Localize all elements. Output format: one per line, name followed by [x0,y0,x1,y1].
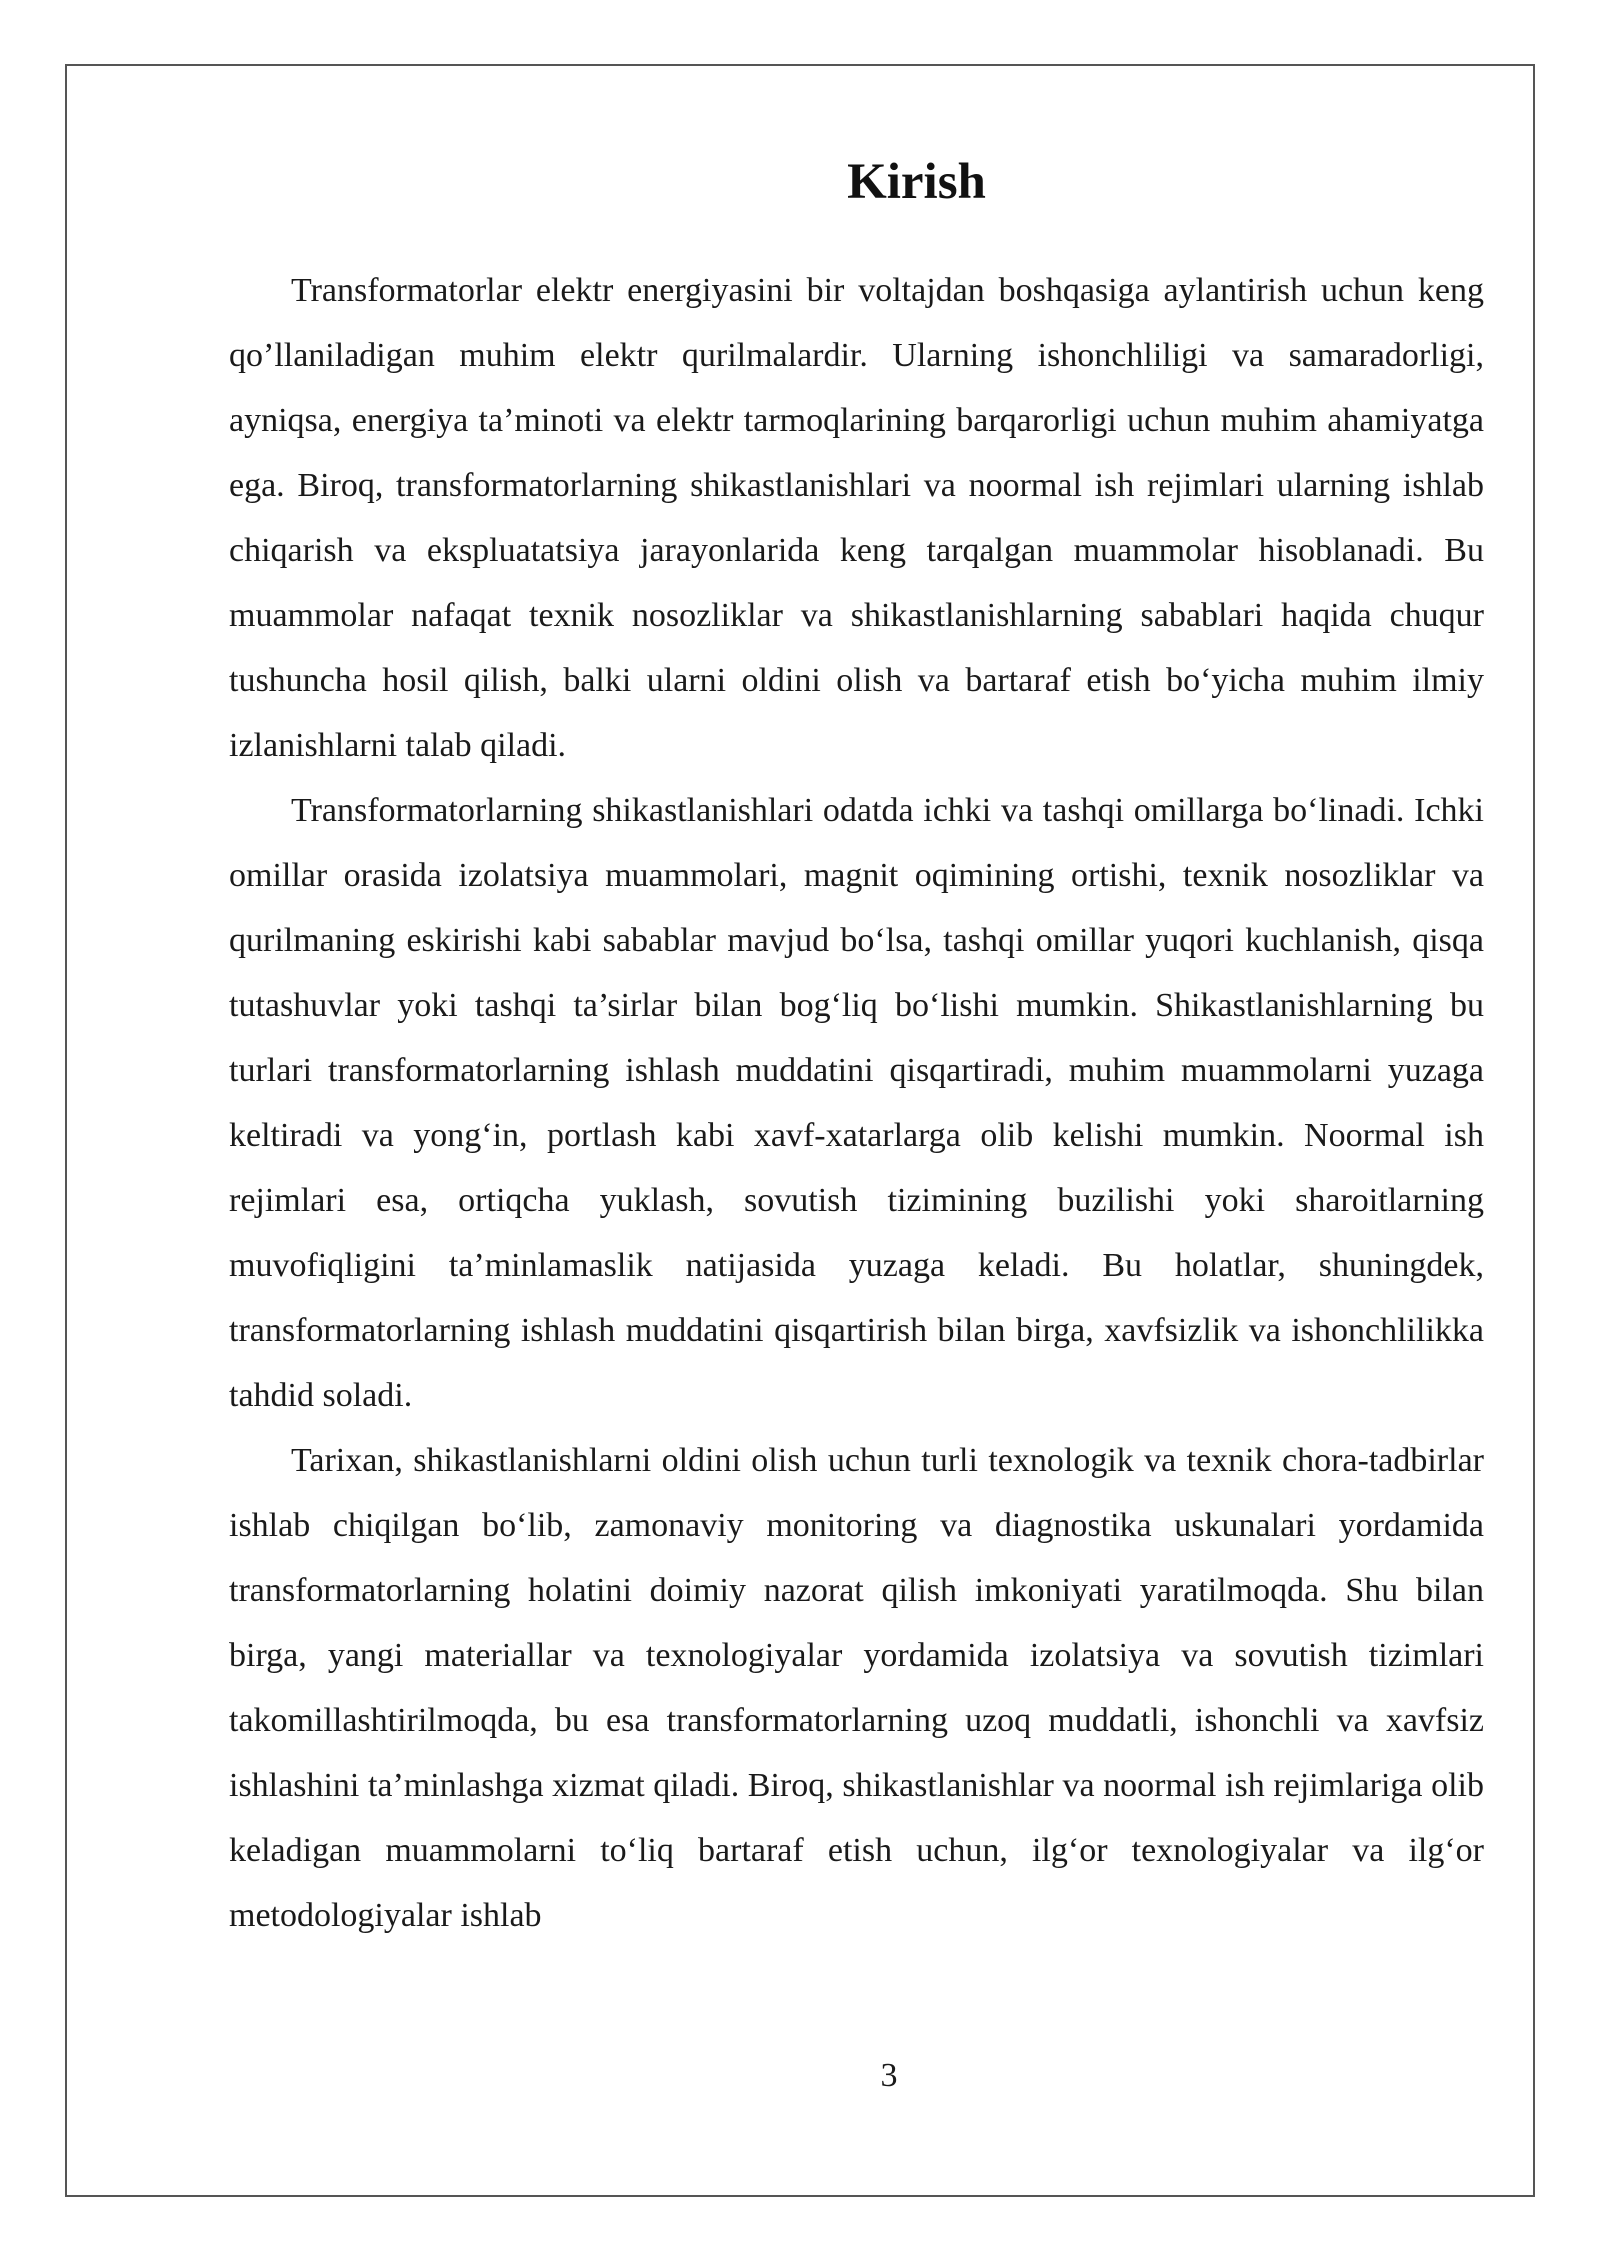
section-title: Kirish [847,154,986,210]
paragraph-3: Tarixan, shikastlanishlarni oldini olish uchun turli texnologik va texnik chora-tadbirlar ishlab chiqilgan bo‘lib, zamonaviy monitoring va diagnostika uskunalari yordamida transformatorlarning holatini doimiy nazorat qilish imkoniyati yaratilmoqda. Shu bilan birga, yangi materiallar va texnologiyalar yordamida izolatsiya va sovutish tizimlari takomillashtirilmoqda, bu esa transformatorlarning uzoq muddatli, ishonchli va xavfsiz ishlashini ta’minlashga xizmat qiladi. Biroq, shikastlanishlar va noormal ish rejimlariga olib keladigan muammolarni to‘liq bartaraf etish uchun, ilg‘or texnologiyalar va ilg‘or metodologiyalar ishlab [229,1442,1484,1934]
paragraph-1: Transformatorlar elektr energiyasini bir voltajdan boshqasiga aylantirish uchun keng qo’llaniladigan muhim elektr qurilmalardir. Ularning ishonchliligi va samaradorligi, ayniqsa, energiya ta’minoti va elektr tarmoqlarining barqarorligi uchun muhim ahamiyatga ega. Biroq, transformatorlarning shikastlanishlari va noormal ish rejimlari ularning ishlab chiqarish va ekspluatatsiya jarayonlarida keng tarqalgan muammolar hisoblanadi. Bu muammolar nafaqat texnik nosozliklar va shikastlanishlarning sabablari haqida chuqur tushuncha hosil qilish, balki ularni oldini olish va bartaraf etish bo‘yicha muhim ilmiy izlanishlarni talab qiladi. [229,272,1484,764]
paragraph-2: Transformatorlarning shikastlanishlari odatda ichki va tashqi omillarga bo‘linadi. Ichki omillar orasida izolatsiya muammolari, magnit oqimining ortishi, texnik nosozliklar va qurilmaning eskirishi kabi sabablar mavjud bo‘lsa, tashqi omillar yuqori kuchlanish, qisqa tutashuvlar yoki tashqi ta’sirlar bilan bog‘liq bo‘lishi mumkin. Shikastlanishlarning bu turlari transformatorlarning ishlash muddatini qisqartiradi, muhim muammolarni yuzaga keltiradi va yong‘in, portlash kabi xavf-xatarlarga olib kelishi mumkin. Noormal ish rejimlari esa, ortiqcha yuklash, sovutish tizimining buzilishi yoki sharoitlarning muvofiqligini ta’minlamaslik natijasida yuzaga keladi. Bu holatlar, shuningdek, transformatorlarning ishlash muddatini qisqartirish bilan birga, xavfsizlik va ishonchlilikka tahdid soladi. [229,792,1484,1414]
page-number: 3 [880,2057,898,2094]
page-content [229,148,1484,1948]
